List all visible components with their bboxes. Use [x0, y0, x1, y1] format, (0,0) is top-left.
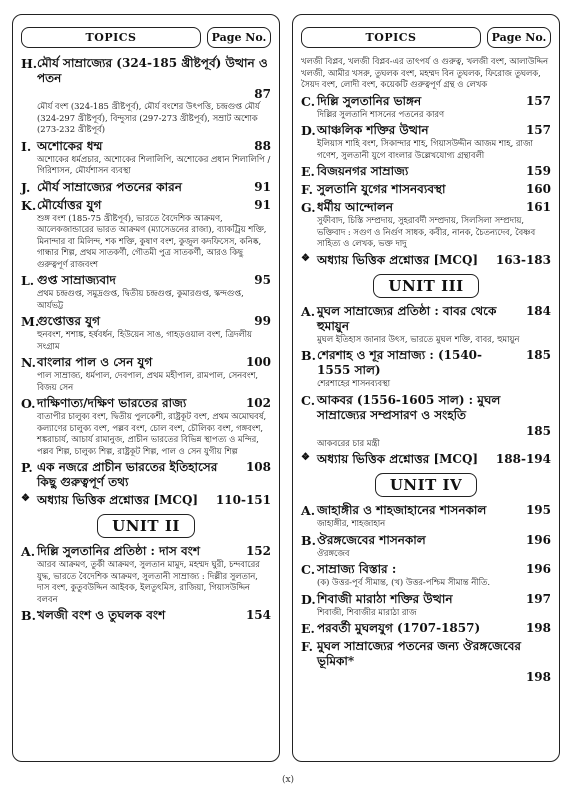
entry-letter: I.	[21, 138, 32, 154]
unit-label: UNIT IV	[375, 473, 477, 497]
entry-page-number: 163-183	[495, 252, 551, 267]
entry-title: বিজয়নগর সাম্রাজ্য	[317, 164, 409, 178]
entry-letter: C.	[301, 562, 316, 577]
entry-title: সাম্রাজ্য বিস্তার :	[317, 562, 397, 576]
topic-entry	[21, 460, 271, 490]
entry-letter: F.	[301, 182, 313, 197]
entry-letter: ❖	[301, 252, 310, 264]
entry-page-number: 99	[254, 314, 271, 328]
topic-description: আকবরের চার মন্ত্রী	[317, 437, 380, 448]
entry-page-number: 100	[245, 355, 271, 369]
entry-page-number: 91	[254, 179, 271, 194]
entry-page-number: 161	[525, 200, 551, 214]
entry-page-number: 185	[525, 423, 551, 438]
entry-letter: D.	[301, 123, 316, 138]
page-no-heading: Page No.	[207, 27, 271, 48]
entry-title: গুপ্ত সাম্রাজ্যবাদ	[37, 273, 116, 287]
entry-letter: K.	[21, 197, 37, 213]
topics-heading: TOPICS	[21, 27, 201, 48]
entry-title: দিল্লি সুলতানির ভাঙ্গন	[317, 93, 422, 108]
entry-row	[21, 180, 271, 195]
unit-heading	[301, 473, 551, 497]
topic-description: মৌর্য বংশ (324-185 খ্রীষ্টপূর্ব), মৌর্য বংশের উৎপত্তি, চন্দ্রগুপ্ত মৌর্য (324-297 খ্রীষ্টপূর্ব), বিন্দুসার (297-273 খ্রীষ্টপূর্ব), সম্রাট অশোক (273-232 খ্রীষ্টপূর্ব)	[37, 101, 260, 134]
entry-page-number: 184	[525, 303, 551, 318]
topic-description: খলজী বিপ্লব, খলজী বিপ্লব-এর তাৎপর্য ও গুরুত্ব, খলজী বংশ, আলাউদ্দিন খলজী, আমীর খসরু, তুঘলক বংশ, মহম্মদ বিন তুঘলক, ফিরোজ তুঘলক, সৈয়দ বংশ, লোদী বংশ, কয়েকটি গুরুত্বপূর্ণ গ্রন্থ ও লেখক	[301, 56, 548, 89]
entry-letter: E.	[301, 621, 315, 636]
topic-entry	[301, 562, 551, 589]
entry-title: দাক্ষিণাত্য/দক্ষিণ ভারতের রাজ্য	[37, 396, 187, 410]
topic-entry	[21, 180, 271, 195]
page-no-heading: Page No.	[487, 27, 551, 48]
entry-row	[301, 348, 551, 378]
entry-page-number: 198	[525, 670, 551, 684]
topic-description: শিবাজী, শিবাজীর মারাঠা রাজ	[317, 606, 417, 617]
entry-title: অধ্যায় ভিত্তিক প্রশ্নোত্তর [MCQ]	[317, 252, 479, 267]
topic-description: অশোকের ধর্মপ্রচার, অশোকের শিলালিপি, অশোকের প্রধান শিলালিপি / গিরিশাসন, মৌর্যশাসন ব্যবস্থা	[37, 153, 271, 175]
entry-row	[21, 460, 271, 490]
entry-row	[21, 493, 271, 508]
topic-entry	[301, 164, 551, 179]
entry-title: অশোকের ধম্ম	[37, 138, 103, 153]
topic-entry	[21, 396, 271, 457]
entry-letter: E.	[301, 164, 315, 179]
entry-row	[301, 393, 551, 423]
topic-entry	[21, 56, 271, 136]
entry-title: অধ্যায় ভিত্তিক প্রশ্নোত্তর [MCQ]	[37, 493, 199, 507]
entry-title: খলজী বংশ ও তুঘলক বংশ	[37, 608, 166, 622]
entry-row	[21, 139, 271, 154]
entry-page-number: 102	[245, 396, 271, 410]
topic-entry	[21, 355, 271, 393]
entry-title: পরবর্তী মুঘলযুগ (1707-1857)	[317, 621, 481, 635]
topic-entry	[21, 608, 271, 623]
entry-page-number: 91	[254, 197, 271, 212]
mcq-entry	[301, 253, 551, 268]
entry-title: মৌর্যোত্তর যুগ	[37, 197, 102, 212]
entry-row	[301, 182, 551, 197]
topic-entry	[301, 94, 551, 121]
entry-page-number: 198	[525, 621, 551, 635]
topic-entry	[21, 314, 271, 352]
entry-page-number: 87	[254, 87, 271, 101]
topic-entry	[21, 273, 271, 311]
entry-page-number: 197	[525, 591, 551, 606]
mcq-entry	[21, 493, 271, 508]
topic-description: মুঘল ইতিহাস জানার উৎস, ভারতে মুঘল শক্তি, বাবর, হুমায়ুন	[317, 333, 520, 344]
topic-entry	[21, 544, 271, 605]
left-column	[12, 14, 280, 762]
entry-letter: C.	[301, 392, 316, 408]
topic-entry	[301, 592, 551, 619]
entry-letter: P.	[21, 460, 33, 475]
entry-row	[301, 123, 551, 138]
topic-entry	[21, 198, 271, 271]
unit-heading	[21, 514, 271, 538]
topic-entry	[301, 56, 551, 91]
entry-row	[21, 544, 271, 559]
entry-row	[301, 253, 551, 268]
entry-letter: B.	[301, 348, 316, 363]
entry-row	[301, 562, 551, 577]
entry-row	[301, 533, 551, 548]
entry-letter: ❖	[301, 452, 310, 463]
entry-title: ধর্মীয় আন্দোলন	[317, 200, 394, 214]
entry-row	[21, 314, 271, 329]
entry-row	[21, 608, 271, 623]
entry-row	[21, 198, 271, 213]
entry-row	[21, 355, 271, 370]
entry-title: সুলতানি যুগের শাসনব্যবস্থা	[317, 182, 446, 196]
entry-row	[301, 503, 551, 518]
entry-letter: G.	[301, 200, 316, 215]
entry-title: দিল্লি সুলতানির প্রতিষ্ঠা : দাস বংশ	[37, 544, 200, 558]
entry-page-number: 159	[525, 164, 551, 178]
unit-heading	[301, 274, 551, 298]
entry-page-number: 108	[245, 460, 271, 474]
topic-description: আরব আক্রমণ, তুর্কী আক্রমণ, সুলতান মামুদ, মহম্মদ ঘুরী, চন্দবারের যুদ্ধ, ভারতে বৈদেশিক আক্রমণ, সুলতানী সাম্রাজ্য : দিল্লীর সুলতান, দাস বংশ, কুতুবউদ্দিন আইবক, ইলতুৎমিস, রাজিয়া, গিয়াসউদ্দিন বলবন	[37, 559, 260, 604]
entry-page-number: 160	[525, 182, 551, 196]
topic-description: প্রথম চন্দ্রগুপ্ত, সমুদ্রগুপ্ত, দ্বিতীয় চন্দ্রগুপ্ত, কুমারগুপ্ত, স্কন্দগুপ্ত, আর্যভট্ট	[37, 288, 244, 310]
topic-entry	[301, 533, 551, 560]
entry-letter: A.	[301, 503, 316, 518]
topic-description: হুনবংশ, শশাঙ্ক, হর্ষবর্ধন, হিউয়েন সাঙ, গাহড়ওয়াল বংশ, ত্রিদলীয় সংগ্রাম	[37, 329, 252, 351]
entry-title: বাংলার পাল ও সেন যুগ	[37, 355, 153, 369]
entry-row	[301, 639, 551, 669]
entry-page-number: 196	[525, 532, 551, 547]
entry-page-number: 157	[525, 93, 551, 108]
entry-title: আঞ্চলিক শক্তির উত্থান	[317, 123, 429, 137]
topics-heading: TOPICS	[301, 27, 481, 48]
entry-row	[301, 164, 551, 179]
topic-entry	[301, 200, 551, 250]
entry-letter: L.	[21, 273, 35, 288]
entry-row	[301, 94, 551, 109]
topic-description: শেরশাহের শাসনব্যবস্থা	[317, 378, 391, 388]
entry-letter: B.	[21, 608, 36, 623]
entry-row	[301, 621, 551, 636]
entry-title: মৌর্য সাম্রাজ্যের (324-185 খ্রীষ্টপূর্ব) উত্থান ও পতন	[37, 56, 268, 85]
entry-title: শেরশাহ ও শূর সাম্রাজ্য : (1540-1555 সাল)	[317, 348, 483, 377]
topic-description: বাতাপীর চালুক্য বংশ, দ্বিতীয় পুলকেশী, রাষ্ট্রকূট বংশ, প্রথম অমোঘবর্ষ, কল্যাণের চালুক্য বংশ, পল্লব বংশ, চোল বংশ, চৌলিক্য বংশ, গঙ্গবংশ, শঙ্করাচার্য, আচার্য রামানুজ, প্রাচীন ভারতের বিভিন্ন স্থাপত্য ও মন্দির, পল্লব শিল্প, চালুক্য শিল্প, রাষ্ট্রকূট শিল্প, পাল ও সেন যুগীয় শিল্প	[37, 411, 267, 456]
unit-label: UNIT II	[97, 514, 195, 538]
topic-description: শুঙ্গ বংশ (185-75 খ্রীষ্টপূর্ব), ভারতে বৈদেশিক আক্রমণ, আলেকজান্ডারের ভারত আক্রমণ (ম্যাসেডনের রাজা), ব্যাকট্রিয় শক্তি, মিনান্দার বা মিলিন্দ, শক শক্তি, কুষাণ বংশ, কুজুল কদফিসেস, কনিষ্ক, গান্ধার শিল্প, প্রথম সাতকর্ণী, গৌতমী পুত্র সাতকর্ণী, আরও কিছু গুরুত্বপূর্ণ রাজবংশ	[37, 212, 267, 269]
unit-label: UNIT III	[373, 274, 478, 298]
topic-description: সুফীবাদ, চিস্তি সম্প্রদায়, সুহরাবর্দী সম্প্রদায়, সিলসিলা সম্প্রদায়, ভক্তিবাদ : সগুণ ও নির্গুণ সাধক, কবীর, নানক, চৈতন্যদেব, বৈষ্ণব সাহিত্য ও লেখক, ভক্ত দাদু	[317, 215, 536, 248]
entry-title: ঔরঙ্গজেবের শাসনকাল	[317, 532, 426, 547]
topic-entry	[301, 348, 551, 390]
topic-entry	[301, 182, 551, 197]
entry-page-number: 196	[525, 562, 551, 576]
topic-description: পাল সাম্রাজ্য, ধর্মপাল, দেবপাল, প্রথম মহীপাল, রামপাল, সেনবংশ, বিজয় সেন	[37, 370, 259, 392]
entry-letter: F.	[301, 639, 313, 654]
entry-letter: J.	[21, 179, 31, 195]
entry-letter: O.	[21, 396, 36, 411]
entry-title: মৌর্য সাম্রাজ্যের পতনের কারন	[37, 179, 182, 194]
right-column	[292, 14, 560, 762]
entry-title: শিবাজী মারাঠা শক্তির উত্থান	[317, 591, 453, 606]
entry-title: জাহাঙ্গীর ও শাহজাহানের শাসনকাল	[317, 503, 487, 517]
entry-title: মুঘল সাম্রাজ্যের পতনের জন্য ঔরঙ্গজেবের ভূমিকা*	[317, 639, 521, 668]
topic-entry	[301, 503, 551, 530]
entry-row	[301, 592, 551, 607]
entry-row	[21, 56, 271, 86]
entry-title: অধ্যায় ভিত্তিক প্রশ্নোত্তর [MCQ]	[317, 452, 479, 466]
entry-letter: D.	[301, 591, 316, 607]
topic-description: ঔরঙ্গজেব	[317, 547, 350, 558]
entry-row	[21, 396, 271, 411]
topic-entry	[21, 139, 271, 177]
entry-page-number: 195	[525, 503, 551, 517]
entry-title: মুঘল সাম্রাজ্যের প্রতিষ্ঠা : বাবর থেকে হুমায়ুন	[317, 303, 497, 333]
entry-page-number: 152	[245, 544, 271, 558]
entry-page-number: 110-151	[215, 493, 271, 507]
topic-description: ইলিয়াস শাহি বংশ, সিকান্দার শাহ, গিয়াসউদ্দীন আজম শাহ, রাজা গণেশ, সুলতানী যুগে বাংলার উল্লেখযোগ্য গ্রন্থাবলী	[317, 138, 533, 160]
topic-entry	[301, 304, 551, 346]
topic-entry	[301, 621, 551, 636]
entry-row	[301, 200, 551, 215]
entry-letter: C.	[301, 93, 316, 109]
entry-row	[301, 304, 551, 334]
topic-description: (ক) উত্তর-পূর্ব সীমান্ত, (খ) উত্তর-পশ্চিম সীমান্ত নীতি.	[317, 577, 490, 587]
entry-letter: B.	[301, 532, 316, 548]
entry-letter: A.	[21, 544, 36, 559]
topic-entry	[301, 639, 551, 684]
entry-title: এক নজরে প্রাচীন ভারতের ইতিহাসের কিছু গুরুত্বপূর্ণ তথ্য	[37, 460, 218, 489]
entry-letter: A.	[301, 303, 316, 319]
topic-description: জাহাঙ্গীর, শাহজাহান	[317, 518, 386, 528]
left-header	[21, 27, 271, 48]
right-topic-list	[301, 56, 551, 684]
mcq-entry	[301, 452, 551, 467]
entry-title: গুপ্তোত্তর যুগ	[37, 314, 100, 328]
entry-row	[301, 452, 551, 467]
entry-page-number: 157	[525, 123, 551, 137]
right-header	[301, 27, 551, 48]
left-topic-list	[21, 56, 271, 623]
contents-page	[12, 14, 564, 762]
entry-row	[21, 273, 271, 288]
entry-letter: H.	[21, 56, 38, 71]
entry-letter: M.	[21, 314, 40, 329]
topic-entry	[301, 393, 551, 450]
entry-page-number: 88	[254, 138, 271, 153]
topic-description: দিল্লির সুলতানি শাসনের পতনের কারণ	[317, 108, 445, 119]
entry-letter: ❖	[21, 493, 30, 504]
entry-page-number: 185	[525, 348, 551, 362]
topic-entry	[301, 123, 551, 161]
entry-page-number: 154	[245, 608, 271, 622]
entry-page-number: 95	[254, 273, 271, 287]
entry-title: আকবর (1556-1605 সাল) : মুঘল সাম্রাজ্যের সম্প্রসারণ ও সংহতি	[317, 392, 501, 422]
page-footer: (x)	[281, 775, 295, 785]
entry-page-number: 188-194	[495, 452, 551, 466]
entry-letter: N.	[21, 355, 36, 370]
